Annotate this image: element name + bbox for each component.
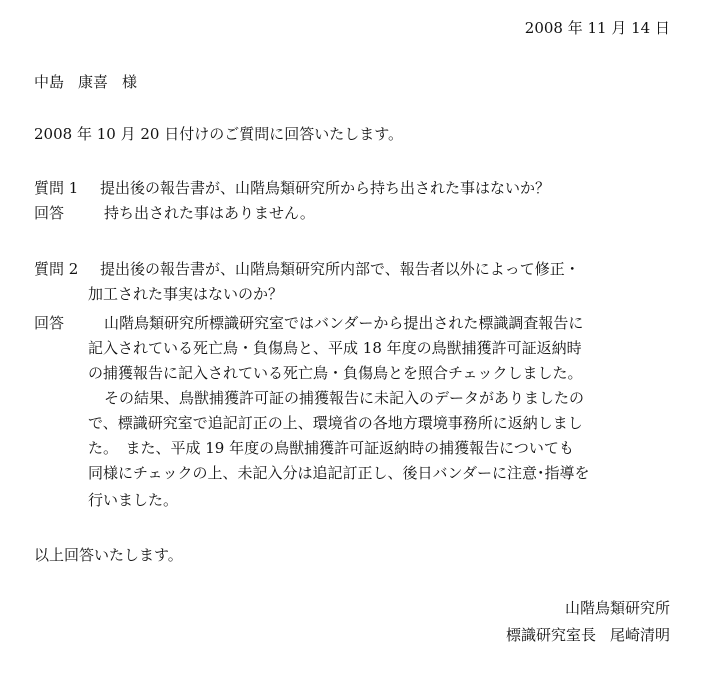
answer-2-line-3: の捕獲報告に記入されている死亡鳥・負傷鳥とを照合チェックしました。 [88, 364, 583, 382]
closing-text: 以上回答いたします。 [34, 546, 183, 564]
answer-2-label: 回答 [34, 314, 65, 332]
answer-1-text: 持ち出された事はありません。 [104, 204, 315, 222]
signature-name: 尾崎清明 [609, 626, 670, 644]
answer-2-line-4: その結果、鳥獣捕獲許可証の捕獲報告に未記入のデータがありましたの [104, 389, 585, 407]
recipient-honorific: 様 [122, 73, 138, 91]
recipient-given-name: 康喜 [78, 73, 109, 91]
question-2-text-line-2: 加工された事実はないのか？ [88, 285, 284, 303]
letter-date: 2008 年 11 月 14 日 [524, 19, 670, 37]
recipient-surname: 中島 [34, 73, 65, 91]
answer-2-line-6: た。 また、平成 19 年度の鳥獣捕獲許可証返納時の捕獲報告についても [88, 439, 574, 457]
question-1-label: 質問 1 [34, 179, 79, 197]
intro-text: 2008 年 10 月 20 日付けのご質問に回答いたします。 [34, 125, 403, 143]
signature-organization: 山階鳥類研究所 [564, 599, 670, 617]
answer-2-line-2: 記入されている死亡鳥・負傷鳥と、平成 18 年度の鳥獣捕獲許可証返納時 [88, 339, 582, 357]
answer-2-line-7: 同様にチェックの上、未記入分は追記訂正し、後日バンダーに注意･指導を [88, 464, 590, 482]
signature-title-name [506, 625, 670, 645]
question-2-text-line-1: 提出後の報告書が、山階鳥類研究所内部で、報告者以外によって修正・ [100, 260, 580, 278]
answer-2-line-5: で、標識研究室で追記訂正の上、環境省の各地方環境事務所に返納しまし [88, 414, 583, 432]
question-2-label: 質問 2 [34, 260, 79, 278]
question-1-text: 提出後の報告書が、山階鳥類研究所から持ち出された事はないか？ [100, 179, 551, 197]
answer-2-line-1: 山階鳥類研究所標識研究室ではバンダーから提出された標識調査報告に [104, 314, 584, 332]
signature-title: 標識研究室長 [505, 626, 596, 644]
recipient-line [34, 72, 137, 92]
answer-2-line-8: 行いました。 [88, 491, 179, 509]
answer-1-label: 回答 [34, 204, 65, 222]
